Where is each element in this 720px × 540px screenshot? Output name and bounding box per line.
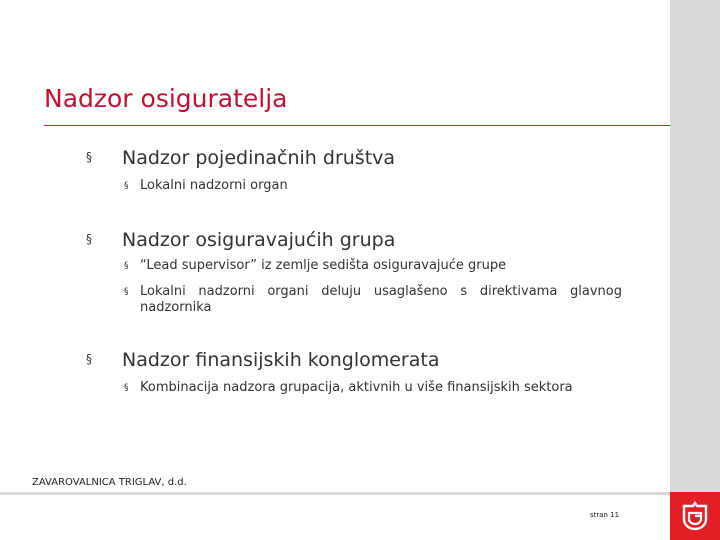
right-decorative-band bbox=[670, 0, 720, 540]
section-heading-text: Nadzor finansijskih konglomerata bbox=[122, 349, 440, 371]
slide-title: Nadzor osiguratelja bbox=[44, 84, 288, 113]
bullet-icon: § bbox=[124, 287, 129, 297]
title-underline bbox=[44, 125, 670, 126]
section-heading-individual-companies bbox=[86, 147, 395, 169]
list-item-text: Kombinacija nadzora grupacija, aktivnih u više finansijskih sektora bbox=[140, 380, 573, 395]
section-heading-text: Nadzor osiguravajućih grupa bbox=[122, 229, 396, 251]
list-item bbox=[124, 380, 573, 396]
section-heading-financial-conglomerates bbox=[86, 349, 439, 371]
bullet-icon: § bbox=[86, 150, 92, 164]
list-item bbox=[124, 178, 288, 194]
list-item-text: “Lead supervisor” iz zemlje sedišta osiguravajuće grupe bbox=[140, 258, 507, 273]
page-number: stran 11 bbox=[590, 511, 620, 519]
list-item bbox=[124, 258, 506, 274]
bullet-icon: § bbox=[86, 352, 92, 366]
list-item bbox=[124, 284, 622, 316]
triglav-logo-icon bbox=[680, 501, 710, 531]
bullet-icon: § bbox=[124, 261, 129, 271]
section-heading-insurance-groups bbox=[86, 229, 395, 251]
list-item-text: Lokalni nadzorni organi deluju usaglašeno s direktivama glavnog nadzornika bbox=[140, 284, 622, 315]
bullet-icon: § bbox=[86, 232, 92, 246]
footer-company-name: ZAVAROVALNICA TRIGLAV, d.d. bbox=[32, 477, 187, 488]
footer-band bbox=[0, 492, 670, 540]
company-logo bbox=[670, 492, 720, 540]
bullet-icon: § bbox=[124, 383, 129, 393]
list-item-text: Lokalni nadzorni organ bbox=[140, 178, 288, 193]
bullet-icon: § bbox=[124, 181, 129, 191]
section-heading-text: Nadzor pojedinačnih društva bbox=[122, 147, 396, 169]
